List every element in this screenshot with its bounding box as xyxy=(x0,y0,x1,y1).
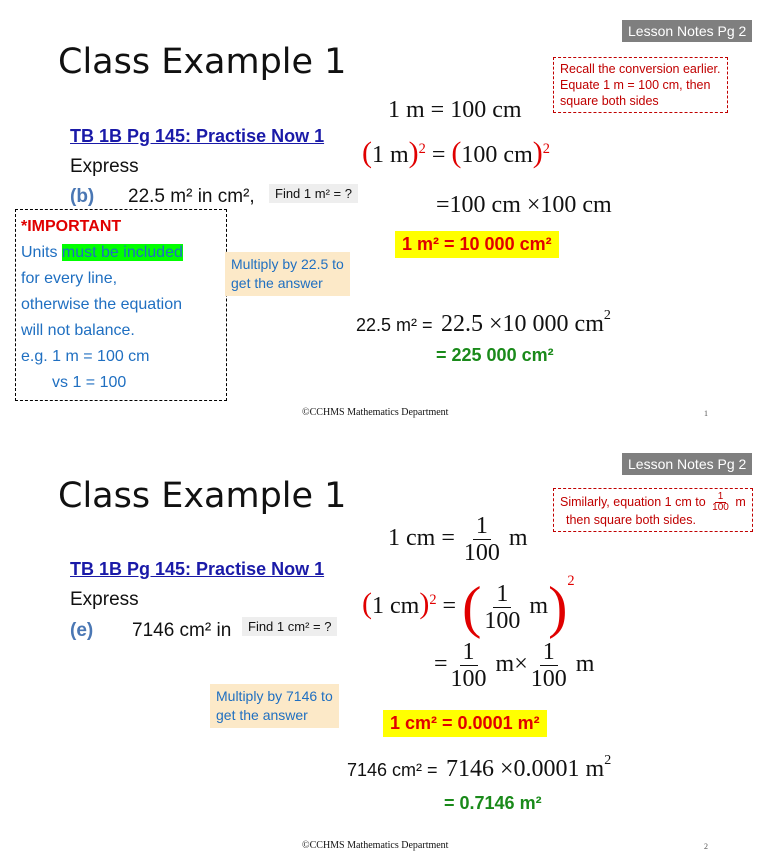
lesson-notes-badge: Lesson Notes Pg 2 xyxy=(622,20,752,42)
express-label: Express xyxy=(70,156,139,177)
part-label: (e) xyxy=(70,620,94,641)
page-number: 2 xyxy=(704,842,708,851)
fraction: $\frac{1}{100}$ xyxy=(463,513,500,566)
fraction: $\frac{1}{100}$ xyxy=(530,639,567,692)
important-heading: *IMPORTANT xyxy=(21,218,122,235)
equation-2: (1 cm)$^2$ = ( $\frac{1}{100}$ m)$^2$ xyxy=(362,573,575,640)
question-text: 22.5 m² in cm², xyxy=(128,186,255,207)
important-line: will not balance. xyxy=(21,322,135,339)
multiply-tip: Multiply by 7146 to get the answer xyxy=(210,684,339,728)
note-line: Similarly, equation 1 cm to $\frac{1}{100}$ m xyxy=(560,491,746,513)
important-line: for every line, xyxy=(21,270,118,287)
calculation-line: 7146 cm² = 7146 ×0.0001 $m^2$ xyxy=(347,753,612,782)
important-line: vs 1 = 100 xyxy=(52,374,127,391)
footer: ©CCHMS Mathematics Department xyxy=(302,840,449,851)
textbook-reference[interactable]: TB 1B Pg 145: Practise Now 1 xyxy=(70,126,325,146)
equation-3: =100 cm ×100 cm xyxy=(436,192,612,218)
important-line: otherwise the equation xyxy=(21,296,182,313)
slide-title: Class Example 1 xyxy=(58,476,347,516)
find-hint-box: Find 1 m² = ? xyxy=(269,184,358,203)
fraction: $\frac{1}{100}$ xyxy=(484,580,521,634)
part-label: (b) xyxy=(70,186,95,207)
conversion-note xyxy=(553,488,753,532)
equation-2: (1 m)$^2$ = (100 cm)$^2$ xyxy=(362,136,550,169)
find-hint-box: Find 1 cm² = ? xyxy=(242,617,337,636)
calculation-line: 22.5 m² = 22.5 ×10 000 $cm^2$ xyxy=(356,308,611,337)
note-line: square both sides xyxy=(560,94,659,108)
express-label: Express xyxy=(70,589,139,610)
final-answer: = 0.7146 m² xyxy=(444,793,542,813)
equation-1: 1 cm = $\frac{1}{100}$ m xyxy=(388,513,528,566)
final-answer: = 225 000 cm² xyxy=(436,345,554,365)
fraction: $\frac{1}{100}$ xyxy=(450,639,487,692)
equation-3: = $\frac{1}{100}$ m× $\frac{1}{100}$ m xyxy=(434,639,595,692)
textbook-reference[interactable]: TB 1B Pg 145: Practise Now 1 xyxy=(70,559,325,579)
slide-2 xyxy=(0,433,768,866)
equation-1: 1 m = 100 cm xyxy=(388,97,522,123)
note-line: then square both sides. xyxy=(566,513,696,527)
slide-title: Class Example 1 xyxy=(58,42,347,82)
important-line: e.g. 1 m = 100 cm xyxy=(21,348,150,365)
multiply-tip: Multiply by 22.5 to get the answer xyxy=(225,252,350,296)
note-line: Equate 1 m = 100 cm, then xyxy=(560,78,711,92)
conversion-note xyxy=(553,57,728,113)
key-result: 1 cm² = 0.0001 m² xyxy=(383,710,547,737)
important-box xyxy=(15,209,227,401)
highlighted-phrase: must be included xyxy=(61,244,183,261)
note-fraction: $\frac{1}{100}$ xyxy=(712,491,729,513)
page-number: 1 xyxy=(704,409,708,418)
footer: ©CCHMS Mathematics Department xyxy=(302,407,449,418)
key-result: 1 m² = 10 000 cm² xyxy=(395,231,559,258)
important-line: Units must be included xyxy=(21,244,183,261)
note-line: Recall the conversion earlier. xyxy=(560,62,721,76)
lesson-notes-badge: Lesson Notes Pg 2 xyxy=(622,453,752,475)
question-text: 7146 cm² in xyxy=(132,620,232,641)
